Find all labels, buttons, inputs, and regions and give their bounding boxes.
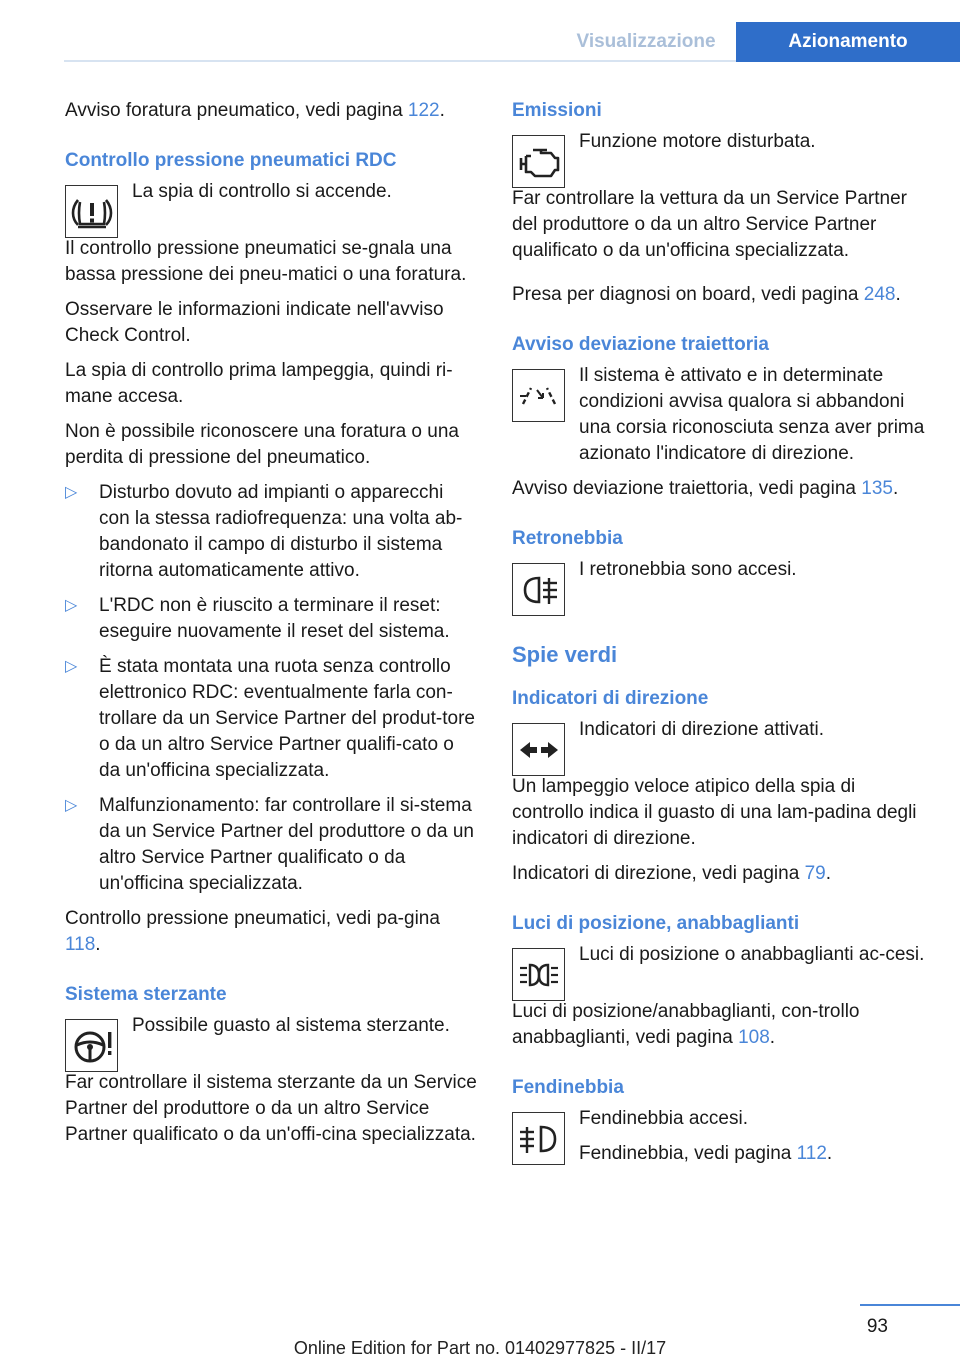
turn-signal-text-2: Un lampeggio veloce atipico della spia di controllo indica il guasto di una lam-padina degli indicatori di direzione. (512, 776, 917, 849)
front-fog-block (512, 1108, 932, 1176)
rear-fog-heading: Retronebbia (512, 528, 623, 549)
tire-pressure-warning-icon (65, 185, 118, 238)
emissions-block (512, 131, 932, 188)
position-lights-heading: Luci di posizione, anabbaglianti (512, 913, 800, 934)
rdc-text-2: Il controllo pressione pneumatici se-gnala una bassa pressione dei pneu-matici o una foratura. (65, 238, 467, 285)
turn-signal-heading: Indicatori di direzione (512, 688, 709, 709)
rear-fog-text: I retronebbia sono accesi. (579, 559, 797, 580)
right-column (512, 98, 932, 1176)
lane-heading: Avviso deviazione traiettoria (512, 334, 769, 355)
page-link-135[interactable]: 135 (861, 478, 893, 499)
steering-warning-icon (65, 1019, 118, 1072)
front-fog-text: Fendinebbia accesi. (579, 1108, 748, 1129)
rear-fog-light-icon (512, 563, 565, 616)
rear-fog-block (512, 559, 932, 616)
steering-text-1: Possibile guasto al sistema sterzante. (132, 1015, 450, 1036)
bullet-triangle-icon: ▷ (65, 797, 78, 814)
page-link-108[interactable]: 108 (738, 1027, 770, 1048)
rdc-reference: Controllo pressione pneumatici, vedi pa-gina 118. (65, 908, 440, 955)
page-link-79[interactable]: 79 (804, 863, 826, 884)
list-item: ▷ Disturbo dovuto ad impianti o apparecchi con la stessa radiofrequenza: una volta ab-bandonato il campo di disturbo il sistema ritorna automaticamente attivo. (65, 482, 463, 581)
front-fog-light-icon (512, 1112, 565, 1165)
edition-note: Online Edition for Part no. 01402977825 - II/17 (293, 1338, 667, 1358)
position-lights-text-1: Luci di posizione o anabbaglianti ac-cesi. (579, 944, 925, 965)
engine-check-icon (512, 135, 565, 188)
page-link-118[interactable]: 118 (65, 934, 96, 955)
list-item: ▷ L'RDC non è riuscito a terminare il reset: eseguire nuovamente il reset del sistema. (65, 595, 450, 642)
turn-signal-text-1: Indicatori di direzione attivati. (579, 719, 825, 740)
turn-signal-reference: Indicatori di direzione, vedi pagina 79. (512, 863, 831, 884)
rdc-bullet-list (65, 480, 479, 897)
emissions-text-2: Far controllare la vettura da un Service Partner del produttore o da un altro Service Partner qualificato o da un'officina specializzata. (512, 188, 907, 261)
turn-signal-icon (512, 723, 565, 776)
page-link-248[interactable]: 248 (863, 284, 896, 305)
list-item: ▷ È stata montata una ruota senza controllo elettronico RDC: eventualmente farla con-trollare da un Service Partner del produt-tore o da un altro Service Partner qualifi-cato o da un'officina specializzata. (65, 656, 475, 781)
position-lights-block (512, 944, 932, 1001)
lane-departure-icon (512, 369, 565, 422)
front-fog-heading: Fendinebbia (512, 1077, 624, 1098)
rdc-text-3: Osservare le informazioni indicate nell'avviso Check Control. (65, 299, 444, 346)
low-beam-icon (512, 948, 565, 1001)
page-link-112[interactable]: 112 (796, 1143, 827, 1164)
rdc-block (65, 181, 479, 238)
lane-text-1: Il sistema è attivato e in determinate condizioni avvisa qualora si abbandoni una corsia riconosciuta senza aver prima azionato l'indicatore di direzione. (579, 365, 925, 464)
emissions-heading: Emissioni (512, 100, 602, 121)
rdc-text-4: La spia di controllo prima lampeggia, quindi ri-mane accesa. (65, 360, 453, 407)
lane-reference: Avviso deviazione traiettoria, vedi pagina 135. (512, 478, 899, 499)
tab-azionamento[interactable]: Azionamento (736, 22, 960, 62)
left-column (65, 98, 479, 1157)
position-lights-reference: Luci di posizione/anabbaglianti, con-trollo anabbaglianti, vedi pagina 108. (512, 1001, 860, 1048)
rdc-text-5: Non è possibile riconoscere una foratura o una perdita di pressione del pneumatico. (65, 421, 459, 468)
obd-reference: Presa per diagnosi on board, vedi pagina 248. (512, 284, 901, 305)
page-link-122[interactable]: 122 (407, 100, 440, 121)
page-number: 93 (866, 1316, 888, 1337)
green-lights-heading: Spie verdi (512, 642, 618, 667)
bullet-triangle-icon: ▷ (65, 597, 78, 614)
list-item: ▷ Malfunzionamento: far controllare il si-stema da un Service Partner del produttore o da un altro Service Partner qualificato o da un'officina specializzata. (65, 795, 474, 894)
turn-signal-block (512, 719, 932, 776)
steering-text-2: Far controllare il sistema sterzante da un Service Partner del produttore o da un altro Service Partner qualificato o da un'offi-cina specializzata. (65, 1072, 477, 1145)
steering-heading: Sistema sterzante (65, 984, 227, 1005)
footer-rule (860, 1304, 960, 1306)
bullet-triangle-icon: ▷ (65, 484, 78, 501)
lane-block (512, 365, 932, 476)
tire-puncture-reference: Avviso foratura pneumatico, vedi pagina 122. (65, 100, 445, 121)
steering-block (65, 1015, 479, 1072)
rdc-text-1: La spia di controllo si accende. (132, 181, 392, 202)
rdc-heading: Controllo pressione pneumatici RDC (65, 150, 397, 171)
emissions-text-1: Funzione motore disturbata. (579, 131, 816, 152)
bullet-triangle-icon: ▷ (65, 658, 78, 675)
tab-visualizzazione[interactable]: Visualizzazione (576, 31, 716, 52)
front-fog-reference: Fendinebbia, vedi pagina 112. (579, 1143, 833, 1164)
